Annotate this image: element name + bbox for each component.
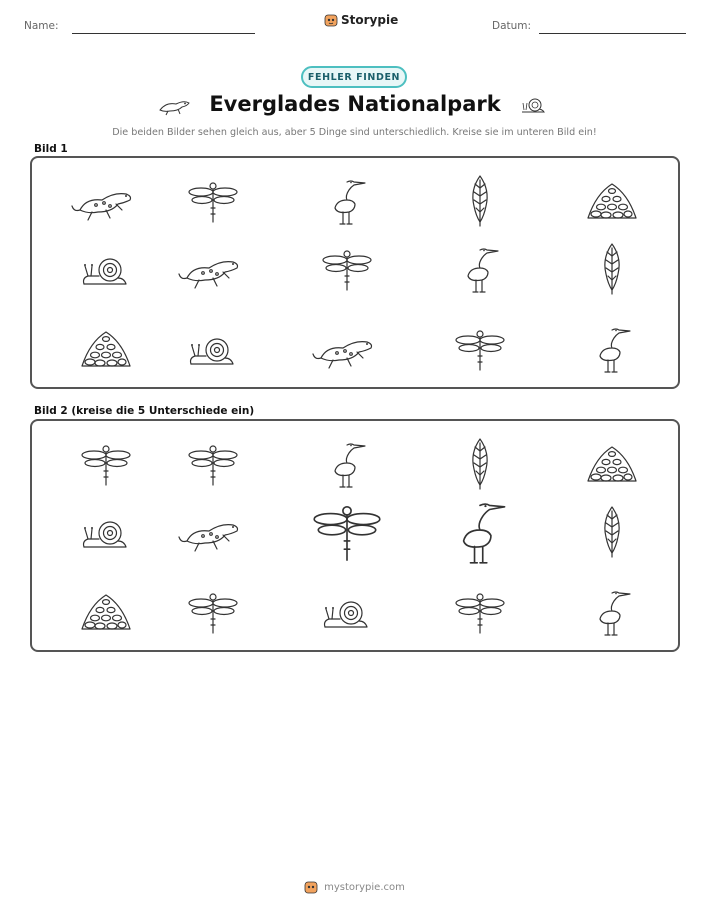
date-label: Datum: [492,20,532,32]
footer [0,880,709,894]
picture2-dragonfly-icon[interactable] [173,433,253,493]
footer-url[interactable]: mystorypie.com [324,881,405,893]
storypie-mascot-icon [304,880,318,894]
page-title: Everglades Nationalpark [209,92,501,116]
picture1-lizard-icon [66,170,146,230]
brand-logo [324,13,398,27]
picture1-lizard-icon [307,318,387,378]
picture2-snail-icon[interactable] [307,581,387,641]
name-label: Name: [24,20,59,32]
date-line[interactable] [539,33,686,34]
name-line[interactable] [72,33,255,34]
storypie-mascot-icon [324,13,338,27]
picture1-heron-icon [572,318,652,378]
picture2-panel[interactable] [30,419,680,652]
picture1-snail-icon [173,318,253,378]
picture1-heron-icon [307,170,387,230]
picture1-snail-icon [66,238,146,298]
picture2-label: Bild 2 (kreise die 5 Unterschiede ein) [34,405,255,417]
picture1-label: Bild 1 [34,143,68,155]
lizard-icon [158,96,192,116]
picture2-lizard-icon[interactable] [173,501,253,561]
picture1-leaf-icon [572,238,652,298]
category-badge: FEHLER FINDEN [301,66,407,88]
instructions: Die beiden Bilder sehen gleich aus, aber 5 Dinge sind unterschiedlich. Kreise sie im unteren Bild ein! [112,127,597,138]
picture1-rock-pile-icon [66,318,146,378]
picture1-lizard-icon [173,238,253,298]
picture2-dragonfly-icon[interactable] [440,581,520,641]
picture2-dragonfly-icon[interactable] [66,433,146,493]
picture2-rock-pile-icon[interactable] [66,581,146,641]
picture1-dragonfly-icon [440,318,520,378]
picture2-dragonfly-icon[interactable] [292,489,402,571]
picture1-dragonfly-icon [307,238,387,298]
picture1-leaf-icon [440,170,520,230]
picture2-rock-pile-icon[interactable] [572,433,652,493]
picture1-heron-icon [440,238,520,298]
picture1-panel [30,156,680,389]
picture2-heron-icon[interactable] [425,489,535,571]
picture2-dragonfly-icon[interactable] [173,581,253,641]
picture2-heron-icon[interactable] [307,433,387,493]
brand-name: Storypie [341,13,399,27]
picture1-rock-pile-icon [572,170,652,230]
picture2-heron-icon[interactable] [572,581,652,641]
picture2-snail-icon[interactable] [66,501,146,561]
picture2-leaf-icon[interactable] [440,433,520,493]
picture1-dragonfly-icon [173,170,253,230]
snail-icon [520,95,548,115]
picture2-leaf-icon[interactable] [572,501,652,561]
